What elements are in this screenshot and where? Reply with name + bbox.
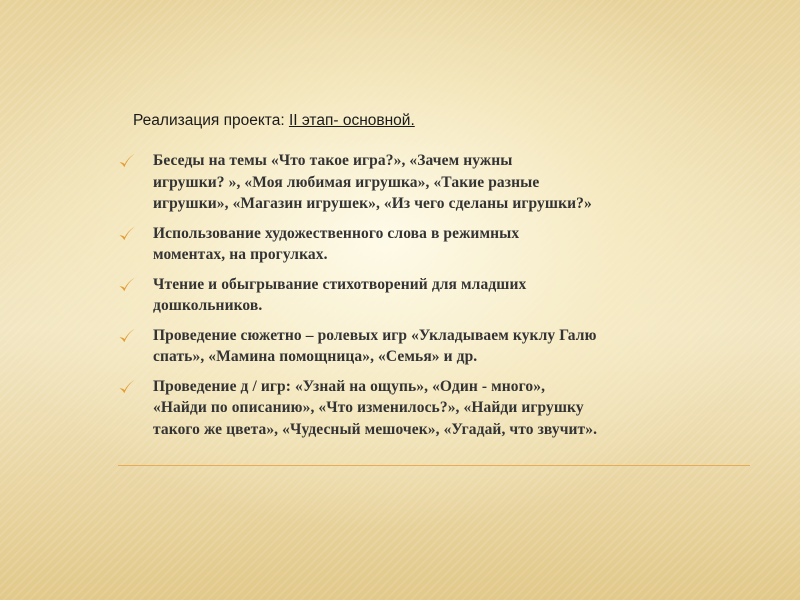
checkmark-icon [118, 276, 136, 294]
checkmark-icon [118, 152, 136, 170]
bullet-list [118, 150, 718, 448]
bullet-line: моментах, на прогулках. [153, 246, 328, 263]
checkmark-icon [118, 225, 136, 243]
bullet-item [118, 325, 718, 368]
slide-title [133, 112, 415, 130]
bullet-line: Проведение сюжетно – ролевых игр «Укладываем куклу Галю [153, 326, 597, 344]
bullet-line: такого же цвета», «Чудесный мешочек», «Угадай, что звучит». [153, 420, 598, 438]
bullet-line: «Найди по описанию», «Что изменилось?», «Найди игрушку [153, 399, 584, 416]
bullet-item [118, 274, 718, 317]
bullet-line: дошкольников. [153, 297, 263, 314]
checkmark-icon [118, 327, 136, 345]
bullet-line: Беседы на темы «Что такое игра?», «Зачем нужны [153, 152, 513, 169]
checkmark-icon [118, 378, 136, 396]
bullet-line: игрушки? », «Моя любимая игрушка», «Такие разные [153, 173, 540, 191]
bullet-line: спать», «Мамина помощница», «Семья» и др. [153, 348, 478, 365]
bullet-item [118, 376, 718, 441]
divider-line [118, 465, 750, 466]
bullet-line: Чтение и обыгрывание стихотворений для младших [153, 275, 527, 293]
bullet-line: игрушки», «Магазин игрушек», «Из чего сделаны игрушки?» [153, 195, 592, 212]
bullet-item [118, 150, 718, 215]
bullet-line: Использование художественного слова в режимных [153, 224, 520, 242]
title-stage: II этап- основной. [288, 112, 415, 129]
bullet-line: Проведение д / игр: «Узнай на ощупь», «Один - много», [153, 377, 546, 395]
bullet-item [118, 223, 718, 266]
title-prefix: Реализация проекта: [133, 112, 285, 129]
